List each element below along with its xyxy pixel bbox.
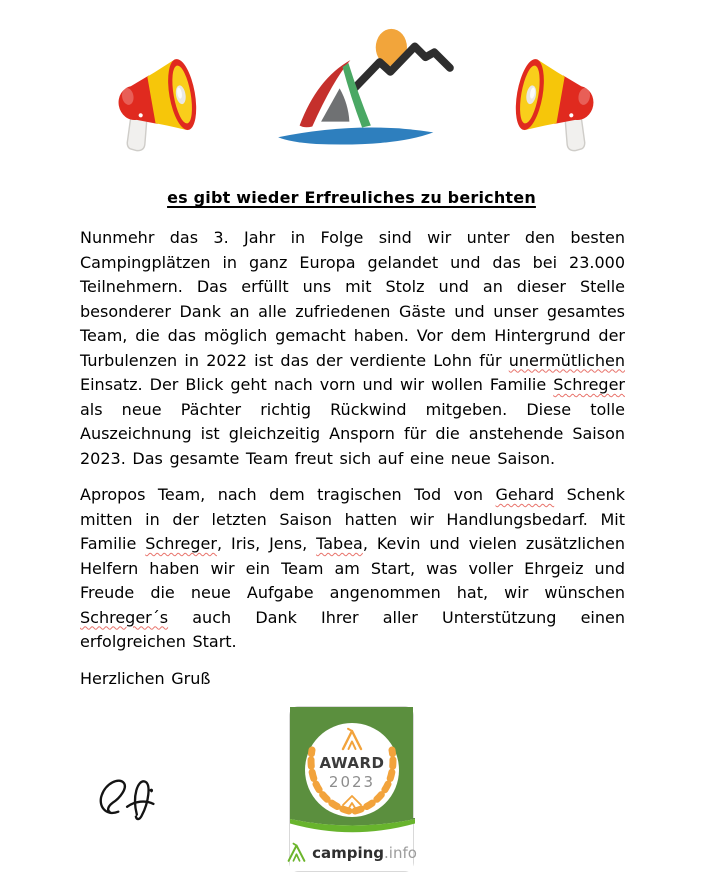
tent-icon [340, 728, 364, 752]
text-segment: als neue Pächter richtig Rückwind mitgeben. Diese tolle Auszeichnung ist gleichzeitig Ansporn für die anstehende Saison 2023. Das gesamte Team freut sich auf eine neue Saison. [80, 399, 625, 468]
misspelled-word: unermütlichen [508, 350, 625, 370]
megaphone-right-icon [498, 52, 602, 148]
document-header [0, 0, 703, 160]
brand-suffix: .info [384, 844, 417, 862]
misspelled-word: Schreger´s [80, 607, 169, 627]
misspelled-word: Gehard [495, 485, 555, 504]
document-heading: es gibt wieder Erfreuliches zu berichten [167, 188, 536, 207]
misspelled-word: Schreger [145, 534, 217, 553]
closing-greeting: Herzlichen Gruß [80, 668, 211, 688]
badge-medallion [305, 723, 399, 817]
paragraph-1 [80, 226, 625, 471]
award-label: AWARD [319, 754, 385, 772]
text-segment: Einsatz. Der Blick geht nach vorn und wir wollen Familie [80, 375, 554, 394]
badge-top-panel [290, 707, 413, 819]
megaphone-left-icon [110, 52, 214, 148]
misspelled-word: Tabea [316, 534, 363, 553]
misspelled-word: Schreger [553, 375, 625, 394]
badge-curve-divider [290, 818, 415, 834]
campsite-logo [272, 24, 458, 146]
award-year: 2023 [328, 773, 376, 791]
text-segment: , Iris, Jens, [216, 534, 317, 553]
text-segment: Nunmehr das 3. Jahr in Folge sind wir unter den besten Campingplätzen in ganz Europa gelandet und das bei 23.000 Teilnehmern. Das erfüllt uns mit Stolz und an dieser Stelle besonderer Dank an alle zufriedenen Gäste und unser gesamtes Team, die das möglich gemacht haben. Vor dem Hintergrund der Turbulenzen in 2022 ist das der verdiente Lohn für [80, 228, 625, 370]
camping-info-award-badge [289, 706, 417, 872]
badge-brand-footer [290, 834, 417, 871]
paragraph-2 [80, 483, 625, 655]
camping-info-tent-icon [286, 842, 307, 863]
brand-name: camping [312, 844, 385, 862]
text-segment: auch Dank Ihrer aller Unterstützung einen erfolgreichen Start. [80, 607, 625, 651]
document-body [80, 226, 625, 691]
text-segment: Apropos Team, nach dem tragischen Tod von [80, 485, 496, 504]
handwritten-signature [92, 770, 170, 830]
text-segment: , Kevin und vielen zusätzlichen Helfern haben wir ein Team am Start, was voller Ehrgeiz und Freude die neue Aufgabe angenommen hat, wir wünschen [80, 534, 626, 602]
text-segment: Schenk mitten in der letzten Saison hatten wir Handlungsbedarf. Mit Familie [80, 485, 625, 553]
